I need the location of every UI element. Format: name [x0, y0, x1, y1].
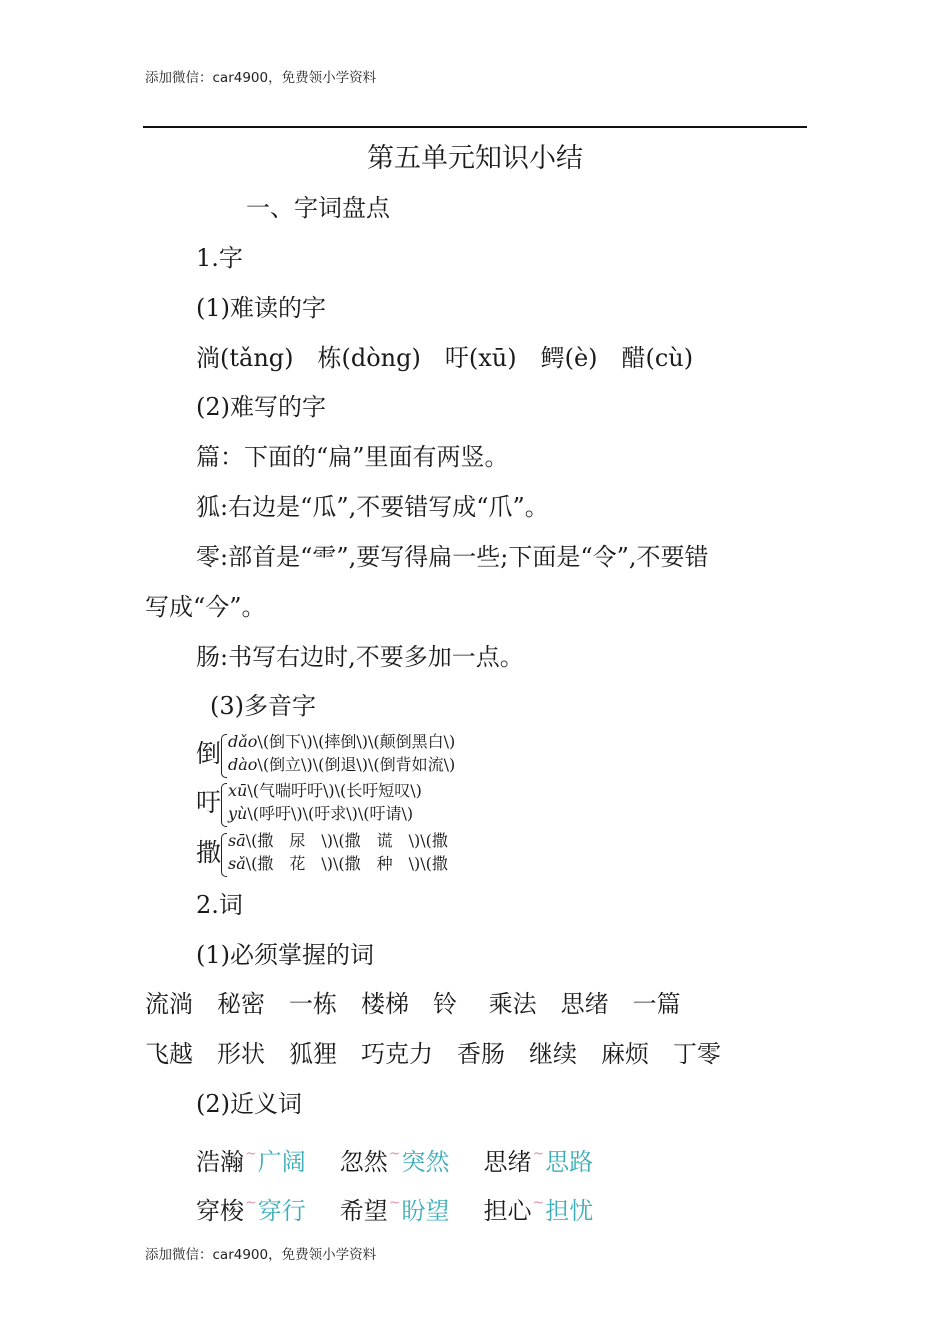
must-heading: (1)必须掌握的词 — [196, 941, 374, 969]
synonym-answer: 广阔 — [257, 1148, 306, 1176]
synonym-word: 思绪 — [483, 1148, 532, 1176]
hard-write-item: 肠:书写右边时,不要多加一点。 — [196, 643, 524, 671]
polyphone-line: dào\(倒立\)\(倒退\)\(倒背如流\) — [228, 755, 456, 774]
page-title: 第五单元知识小结 — [367, 143, 583, 174]
brace — [221, 833, 227, 877]
hard-read-line: 淌(tǎng) 栋(dòng) 吁(xū) 鳄(è) 醋(cù) — [196, 344, 694, 372]
zi-heading: 1.字 — [196, 244, 243, 272]
polyphone-char: 倒 — [196, 739, 222, 768]
hard-read-heading: (1)难读的字 — [196, 294, 326, 322]
polyphone-heading: (3)多音字 — [210, 692, 316, 720]
polyphone-line: sā\(撒 尿 \)\(撒 谎 \)\(撒 — [228, 831, 448, 850]
synonym-row — [196, 1187, 593, 1227]
synonym-word: 穿梭 — [196, 1197, 244, 1225]
synonym-answer: 思路 — [545, 1148, 594, 1176]
synonym-word: 担心 — [483, 1197, 532, 1225]
synonym-answer: 担忧 — [545, 1197, 594, 1225]
polyphone-line: dǎo\(倒下\)\(摔倒\)\(颠倒黑白\) — [228, 732, 456, 751]
tilde-mark: ~ — [388, 1146, 401, 1162]
polyphone-line: yù\(呼吁\)\(吁求\)\(吁请\) — [228, 804, 414, 823]
synonym-word: 忽然 — [339, 1148, 388, 1176]
section-heading: 一、字词盘点 — [246, 194, 390, 222]
hard-write-item: 篇：下面的“扁”里面有两竖。 — [196, 443, 509, 471]
tilde-mark: ~ — [388, 1195, 401, 1211]
tilde-mark: ~ — [245, 1195, 257, 1211]
hard-write-item: 写成“今”。 — [145, 593, 266, 621]
synonym-word: 希望 — [339, 1197, 388, 1225]
tilde-mark: ~ — [245, 1146, 257, 1162]
synonym-row — [196, 1138, 593, 1178]
hard-write-item: 狐:右边是“瓜”,不要错写成“爪”。 — [196, 493, 549, 521]
synonym-heading: (2)近义词 — [196, 1090, 302, 1118]
header-note: 添加微信：car4900，免费领小学资料 — [145, 70, 377, 86]
hard-write-item: 零:部首是“⻗”,要写得扁一些;下面是“令”,不要错 — [196, 543, 709, 571]
synonym-answer: 突然 — [401, 1148, 450, 1176]
must-words-line: 流淌 秘密 一栋 楼梯 铃 乘法 思绪 一篇 — [145, 990, 681, 1018]
brace — [221, 783, 227, 827]
footer-note: 添加微信：car4900，免费领小学资料 — [145, 1247, 377, 1263]
synonym-answer: 盼望 — [401, 1197, 450, 1225]
polyphone-line: sǎ\(撒 花 \)\(撒 种 \)\(撒 — [228, 854, 448, 873]
synonym-answer: 穿行 — [257, 1197, 306, 1225]
tilde-mark: ~ — [532, 1146, 545, 1162]
must-words-line: 飞越 形状 狐狸 巧克力 香肠 继续 麻烦 丁零 — [145, 1040, 721, 1068]
header-rule — [143, 126, 807, 128]
polyphone-char: 吁 — [196, 788, 222, 817]
hard-write-heading: (2)难写的字 — [196, 393, 326, 421]
polyphone-char: 撒 — [196, 838, 222, 867]
synonym-word: 浩瀚 — [196, 1148, 244, 1176]
polyphone-line: xū\(气喘吁吁\)\(长吁短叹\) — [228, 781, 422, 800]
brace — [221, 734, 227, 778]
tilde-mark: ~ — [532, 1195, 545, 1211]
ci-heading: 2.词 — [196, 891, 243, 919]
